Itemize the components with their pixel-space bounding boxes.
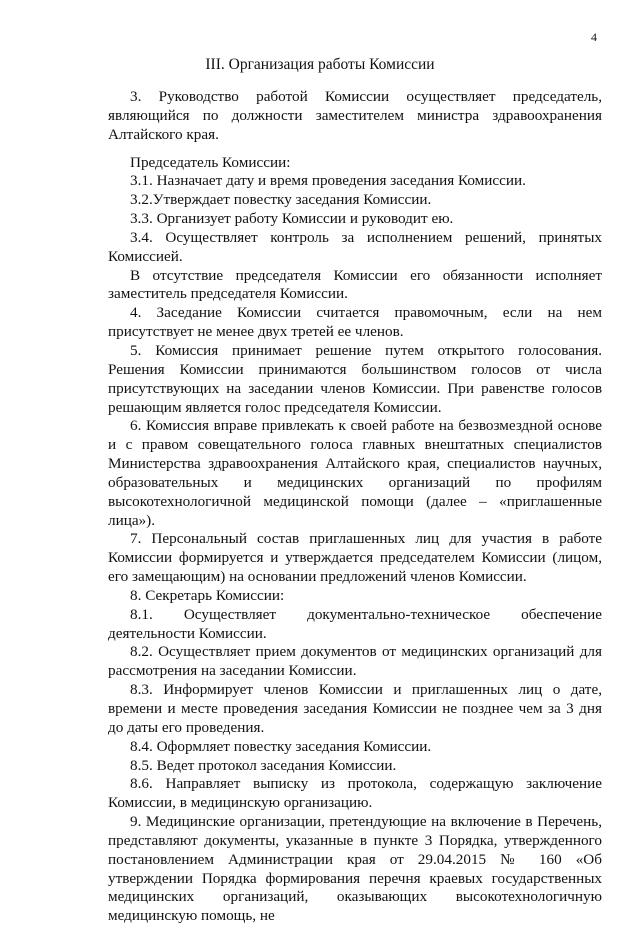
paragraph-7: 7. Персональный состав приглашенных лиц для участия в работе Комиссии формируется и утверждается председателем Комиссии (лицом, его замещающим) на основании предложений членов Комиссии. — [108, 530, 602, 586]
paragraph-5: 5. Комиссия принимает решение путем открытого голосования. Решения Комиссии принимаются большинством голосов от числа присутствующих на заседании членов Комиссии. При равенстве голосов решающим является голос председателя Комиссии. — [108, 341, 602, 416]
paragraph-9: 9. Медицинские организации, претендующие на включение в Перечень, представляют документы, указанные в пункте 3 Порядка, утвержденного постановлением Администрации края от 29.04.2015 № 160 «Об утверждении Порядка формирования перечня краевых государственных медицинских организаций, оказывающих высокотехнологичную медицинскую помощь, не — [108, 813, 602, 925]
page-number: 4 — [591, 30, 597, 44]
paragraph-8-1: 8.1. Осуществляет документально-техническое обеспечение деятельности Комиссии. — [108, 605, 602, 642]
paragraph-3-3: 3.3. Организует работу Комиссии и руководит ею. — [130, 210, 454, 228]
paragraph-8-5: 8.5. Ведет протокол заседания Комиссии. — [130, 756, 397, 774]
paragraph-3-1: 3.1. Назначает дату и время проведения заседания Комиссии. — [130, 172, 526, 190]
paragraph-4: 4. Заседание Комиссии считается правомочным, если на нем присутствует не менее двух третей ее членов. — [108, 304, 602, 341]
paragraph-6: 6. Комиссия вправе привлекать к своей работе на безвозмездной основе и с правом совещательного голоса главных внештатных специалистов Министерства здравоохранения Алтайского края, специалистов научных, образовательных и медицинских организаций по профилям высокотехнологичной медицинской помощи (далее – «приглашенные лица»). — [108, 417, 602, 529]
paragraph-3-2: 3.2.Утверждает повестку заседания Комиссии. — [130, 191, 432, 209]
paragraph-8-2: 8.2. Осуществляет прием документов от медицинских организаций для рассмотрения на заседании Комиссии. — [108, 643, 602, 680]
paragraph-chairman-intro: Председатель Комиссии: — [130, 153, 291, 171]
paragraph-8-3: 8.3. Информирует членов Комиссии и приглашенных лиц о дате, времени и месте проведения заседания Комиссии не позднее чем за 3 дня до даты его проведения. — [108, 681, 602, 736]
document-body — [108, 88, 602, 926]
paragraph-8-4: 8.4. Оформляет повестку заседания Комиссии. — [130, 737, 432, 755]
paragraph-deputy: В отсутствие председателя Комиссии его обязанности исполняет заместитель председателя Комиссии. — [108, 266, 602, 303]
paragraph-8: 8. Секретарь Комиссии: — [130, 586, 285, 604]
paragraph-3: 3. Руководство работой Комиссии осуществляет председатель, являющийся по должности заместителем министра здравоохранения Алтайского края. — [108, 88, 602, 143]
paragraph-8-6: 8.6. Направляет выписку из протокола, содержащую заключение Комиссии, в медицинскую организацию. — [108, 775, 602, 812]
paragraph-3-4: 3.4. Осуществляет контроль за исполнением решений, принятых Комиссией. — [108, 228, 602, 265]
section-heading: III. Организация работы Комиссии — [205, 56, 435, 73]
